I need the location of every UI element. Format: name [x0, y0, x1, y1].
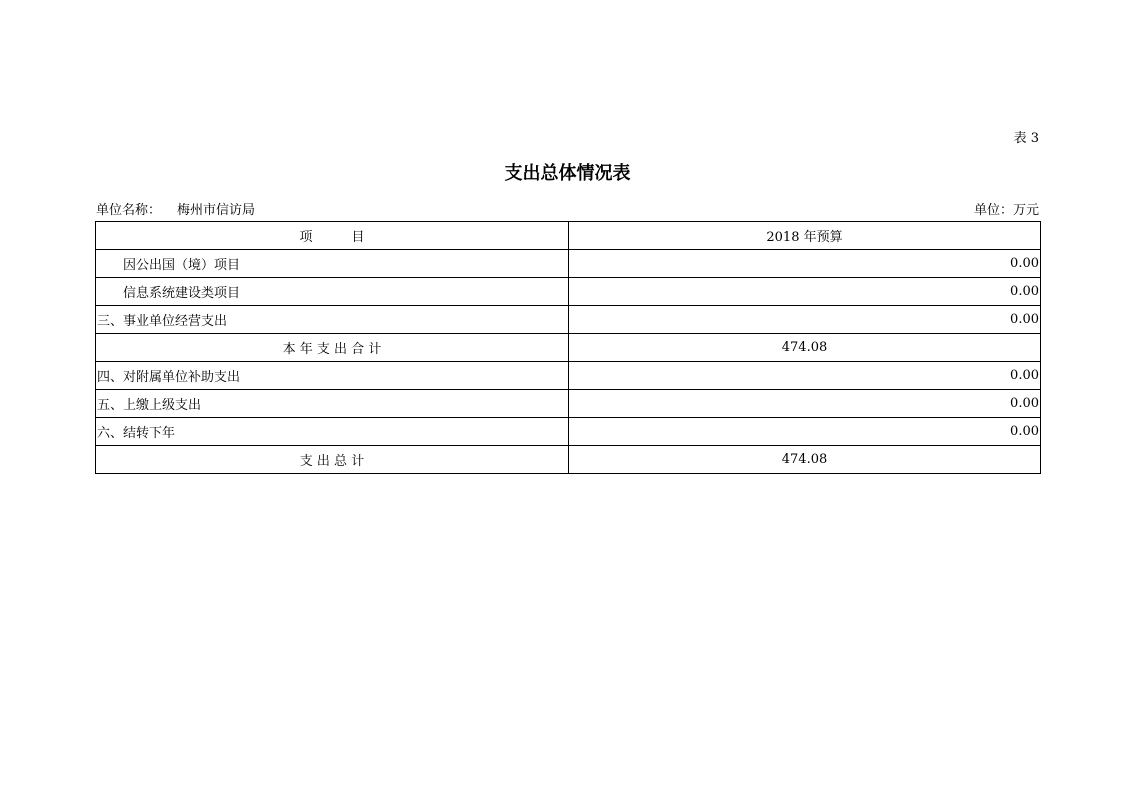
unit-name-value: 梅州市信访局	[177, 203, 256, 218]
row-label: 三、事业单位经营支出	[96, 306, 569, 334]
total-row	[96, 446, 1041, 474]
row-value: 0.00	[569, 362, 1041, 390]
subtotal-value: 474.08	[569, 334, 1041, 362]
header-budget: 2018 年预算	[569, 222, 1041, 250]
total-label: 支 出 总 计	[96, 446, 569, 474]
unit-name-label: 单位名称：	[96, 203, 162, 218]
subtotal-row	[96, 334, 1041, 362]
table-row	[96, 278, 1041, 306]
table-header-row	[96, 222, 1041, 250]
row-value: 0.00	[569, 306, 1041, 334]
total-value: 474.08	[569, 446, 1041, 474]
row-value: 0.00	[569, 418, 1041, 446]
row-value: 0.00	[569, 278, 1041, 306]
subtotal-label: 本 年 支 出 合 计	[96, 334, 569, 362]
row-label: 六、结转下年	[96, 418, 569, 446]
currency-unit-label: 单位：万元	[973, 203, 1039, 218]
row-value: 0.00	[569, 390, 1041, 418]
table-row	[96, 418, 1041, 446]
row-label: 四、对附属单位补助支出	[96, 362, 569, 390]
unit-name-line	[96, 199, 255, 218]
row-label: 信息系统建设类项目	[96, 278, 569, 306]
table-row	[96, 306, 1041, 334]
page-title: 支出总体情况表	[504, 163, 631, 184]
table-row	[96, 390, 1041, 418]
table-number: 表 3	[1013, 131, 1039, 146]
row-label: 因公出国（境）项目	[96, 250, 569, 278]
table-row	[96, 250, 1041, 278]
row-value: 0.00	[569, 250, 1041, 278]
expense-table	[95, 221, 1041, 474]
row-label: 五、上缴上级支出	[96, 390, 569, 418]
header-item: 项 目	[96, 222, 569, 250]
table-row	[96, 362, 1041, 390]
